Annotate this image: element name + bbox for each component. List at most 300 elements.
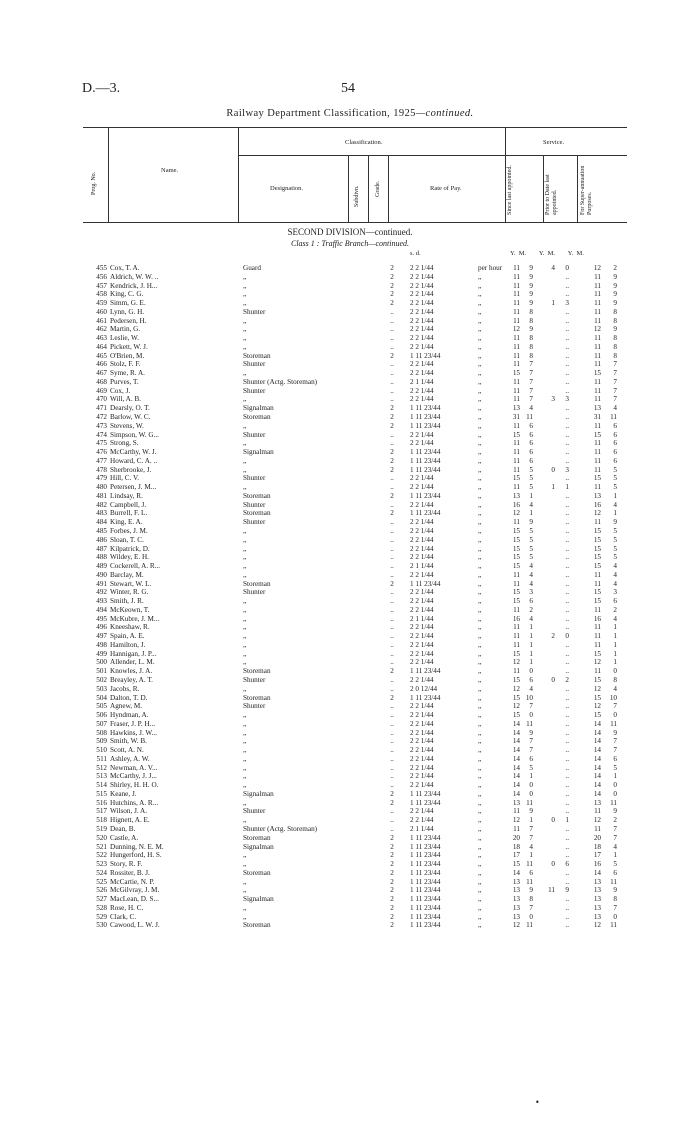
pay-period-cell: ,, xyxy=(478,623,482,632)
table-row xyxy=(83,904,627,913)
rate-of-pay-cell: 2 2 1/44 xyxy=(410,640,434,649)
rate-of-pay-cell: 1 11 23/44 xyxy=(410,851,441,860)
since-last-months-cell: 8 xyxy=(529,307,533,316)
designation-cell: ,, xyxy=(243,877,247,886)
name-cell: Hungerford, H. S. xyxy=(110,851,162,860)
superannuation-years-cell: 11 xyxy=(594,483,601,492)
prog-no-cell: 496 xyxy=(96,623,107,632)
grade-cell: .. xyxy=(390,535,394,544)
superannuation-years-cell: 13 xyxy=(593,404,601,413)
designation-cell: ,, xyxy=(243,772,247,781)
superannuation-years-cell: 15 xyxy=(593,597,601,606)
since-last-years-cell: 11 xyxy=(513,825,520,833)
grade-cell: 2 xyxy=(390,491,394,500)
prior-months-cell: .. xyxy=(565,649,569,658)
since-last-months-cell: 1 xyxy=(529,649,533,658)
designation-cell: ,, xyxy=(243,737,247,746)
prog-no-cell: 482 xyxy=(96,500,107,509)
superannuation-years-cell: 11 xyxy=(594,299,601,308)
rate-of-pay-cell: 1 11 23/44 xyxy=(410,921,441,930)
since-last-months-cell: 9 xyxy=(529,325,533,334)
prior-months-cell: .. xyxy=(565,456,569,465)
designation-cell: ,, xyxy=(243,903,247,912)
table-row xyxy=(83,518,627,527)
superannuation-years-cell: 12 xyxy=(593,264,601,272)
superannuation-months-cell: 7 xyxy=(613,833,617,842)
table-row xyxy=(83,439,627,448)
prior-months-cell: .. xyxy=(565,491,569,500)
superannuation-months-cell: 1 xyxy=(613,772,617,781)
grade-cell: 2 xyxy=(390,299,394,308)
since-last-years-cell: 14 xyxy=(512,781,520,790)
since-last-years-cell: 11 xyxy=(513,272,520,281)
rate-of-pay-cell: 2 2 1/44 xyxy=(410,439,434,448)
superannuation-months-cell: 5 xyxy=(613,526,617,535)
table-row xyxy=(83,772,627,781)
superannuation-years-cell: 15 xyxy=(593,474,601,483)
designation-cell: ,, xyxy=(243,851,247,860)
col-divider xyxy=(543,155,544,222)
since-last-years-cell: 11 xyxy=(513,667,520,676)
rate-of-pay-cell: 2 2 1/44 xyxy=(410,623,434,632)
table-row xyxy=(83,387,627,396)
pay-period-cell: ,, xyxy=(478,807,482,816)
grade-cell: 2 xyxy=(390,404,394,413)
superannuation-years-cell: 15 xyxy=(593,562,601,571)
prog-no-cell: 481 xyxy=(96,491,107,500)
prior-years-cell: 3 xyxy=(551,395,555,404)
superannuation-years-cell: 11 xyxy=(594,351,601,360)
superannuation-months-cell: 4 xyxy=(613,842,617,851)
prior-months-cell: .. xyxy=(565,518,569,527)
superannuation-months-cell: 6 xyxy=(613,754,617,763)
prior-months-cell: .. xyxy=(565,579,569,588)
superannuation-years-cell: 20 xyxy=(593,833,601,842)
prog-no-cell: 509 xyxy=(96,737,107,746)
since-last-years-cell: 17 xyxy=(512,851,520,860)
prog-no-cell: 483 xyxy=(96,509,107,518)
superannuation-months-cell: 6 xyxy=(613,448,617,457)
name-cell: Cockerell, A. R... xyxy=(110,562,161,571)
name-cell: McCarthy, J. J... xyxy=(110,772,157,781)
table-row xyxy=(83,474,627,483)
prog-no-cell: 477 xyxy=(96,456,107,465)
name-cell: Dearsly, O. T. xyxy=(110,404,150,413)
grade-cell: .. xyxy=(390,763,394,772)
since-last-years-cell: 13 xyxy=(512,877,520,886)
rate-of-pay-cell: 1 11 23/44 xyxy=(410,798,441,807)
superannuation-years-cell: 11 xyxy=(594,456,601,465)
table-row xyxy=(83,299,627,308)
header-prog-no: Prog. No. xyxy=(91,171,97,195)
pay-period-cell: ,, xyxy=(478,798,482,807)
superannuation-months-cell: 11 xyxy=(610,877,617,886)
since-last-months-cell: 9 xyxy=(529,264,533,272)
name-cell: Burrell, F. L. xyxy=(110,509,148,518)
table-row xyxy=(83,807,627,816)
table-row xyxy=(83,562,627,571)
prior-years-cell: 1 xyxy=(551,483,555,492)
prior-months-cell: .. xyxy=(565,281,569,290)
designation-cell: Shunter xyxy=(243,518,266,527)
header-rate-of-pay: Rate of Pay. xyxy=(430,185,462,192)
superannuation-years-cell: 11 xyxy=(594,307,601,316)
grade-cell: 2 xyxy=(390,413,394,422)
superannuation-months-cell: 5 xyxy=(613,860,617,869)
name-cell: Dunning, N. E. M. xyxy=(110,842,164,851)
superannuation-years-cell: 11 xyxy=(594,623,601,632)
table-row xyxy=(83,729,627,738)
grade-cell: .. xyxy=(390,807,394,816)
prog-no-cell: 458 xyxy=(96,290,107,299)
superannuation-years-cell: 12 xyxy=(593,325,601,334)
since-last-months-cell: 4 xyxy=(529,842,533,851)
since-last-months-cell: 8 xyxy=(529,351,533,360)
col-divider xyxy=(505,127,506,222)
prior-months-cell: .. xyxy=(565,702,569,711)
name-cell: Cawood, L. W. J. xyxy=(110,921,160,930)
since-last-years-cell: 11 xyxy=(513,421,520,430)
prog-no-cell: 455 xyxy=(96,264,107,272)
table-row xyxy=(83,658,627,667)
grade-cell: 2 xyxy=(390,886,394,895)
grade-cell: .. xyxy=(390,623,394,632)
designation-cell: ,, xyxy=(243,570,247,579)
prior-months-cell: .. xyxy=(565,851,569,860)
since-last-years-cell: 12 xyxy=(512,816,520,825)
name-cell: Kneeshaw, R. xyxy=(110,623,150,632)
grade-cell: .. xyxy=(390,781,394,790)
table-row xyxy=(83,694,627,703)
name-cell: Dalton, T. D. xyxy=(110,693,148,702)
rate-of-pay-cell: 2 2 1/44 xyxy=(410,719,434,728)
table-row xyxy=(83,913,627,922)
page-title xyxy=(0,108,700,119)
superannuation-years-cell: 11 xyxy=(594,807,601,816)
table-row xyxy=(83,527,627,536)
rate-of-pay-cell: 1 11 23/44 xyxy=(410,509,441,518)
table-row xyxy=(83,571,627,580)
designation-cell: ,, xyxy=(243,421,247,430)
designation-cell: Shunter xyxy=(243,474,266,483)
superannuation-months-cell: 6 xyxy=(613,430,617,439)
pay-period-cell: ,, xyxy=(478,395,482,404)
since-last-years-cell: 14 xyxy=(512,763,520,772)
prior-months-cell: .. xyxy=(565,719,569,728)
grade-cell: .. xyxy=(390,772,394,781)
since-last-months-cell: 1 xyxy=(529,816,533,825)
prog-no-cell: 505 xyxy=(96,702,107,711)
table-row xyxy=(83,746,627,755)
prior-months-cell: .. xyxy=(565,781,569,790)
rate-of-pay-cell: 2 2 1/44 xyxy=(410,264,434,272)
grade-cell: 2 xyxy=(390,921,394,930)
table-row xyxy=(83,282,627,291)
prog-no-cell: 520 xyxy=(96,833,107,842)
grade-cell: .. xyxy=(390,369,394,378)
since-last-months-cell: 6 xyxy=(529,448,533,457)
name-cell: Ashley, A. W. xyxy=(110,754,150,763)
designation-cell: ,, xyxy=(243,369,247,378)
superannuation-years-cell: 14 xyxy=(593,719,601,728)
since-last-months-cell: 1 xyxy=(529,491,533,500)
superannuation-months-cell: 8 xyxy=(613,316,617,325)
grade-cell: .. xyxy=(390,500,394,509)
table-row xyxy=(83,676,627,685)
rate-of-pay-cell: 2 2 1/44 xyxy=(410,281,434,290)
since-last-months-cell: 6 xyxy=(529,754,533,763)
since-last-years-cell: 14 xyxy=(512,772,520,781)
name-cell: O'Brien, M. xyxy=(110,351,145,360)
designation-cell: ,, xyxy=(243,342,247,351)
prior-months-cell: .. xyxy=(565,693,569,702)
rate-of-pay-cell: 2 0 12/44 xyxy=(410,684,438,693)
grade-cell: .. xyxy=(390,334,394,343)
pay-period-cell: ,, xyxy=(478,483,482,492)
superannuation-years-cell: 11 xyxy=(594,640,601,649)
since-last-months-cell: 8 xyxy=(529,895,533,904)
since-last-years-cell: 15 xyxy=(512,649,520,658)
superannuation-years-cell: 11 xyxy=(594,570,601,579)
prog-no-cell: 526 xyxy=(96,886,107,895)
rate-of-pay-cell: 1 11 23/44 xyxy=(410,833,441,842)
superannuation-months-cell: 7 xyxy=(613,395,617,404)
superannuation-months-cell: 6 xyxy=(613,421,617,430)
superannuation-months-cell: 9 xyxy=(613,807,617,816)
table-row xyxy=(83,264,627,273)
designation-cell: ,, xyxy=(243,623,247,632)
since-last-years-cell: 15 xyxy=(512,369,520,378)
rate-of-pay-cell: 2 2 1/44 xyxy=(410,605,434,614)
rate-of-pay-cell: 2 2 1/44 xyxy=(410,816,434,825)
pay-period-cell: ,, xyxy=(478,544,482,553)
prior-months-cell: .. xyxy=(565,535,569,544)
name-cell: Hannigan, J. P... xyxy=(110,649,157,658)
pay-period-cell: ,, xyxy=(478,430,482,439)
table-row xyxy=(83,553,627,562)
page-number: 54 xyxy=(341,81,355,96)
superannuation-years-cell: 11 xyxy=(594,360,601,369)
prog-no-cell: 484 xyxy=(96,518,107,527)
pay-period-cell: ,, xyxy=(478,579,482,588)
designation-cell: ,, xyxy=(243,334,247,343)
designation-cell: ,, xyxy=(243,439,247,448)
designation-cell: Shunter xyxy=(243,307,266,316)
pay-period-cell: ,, xyxy=(478,737,482,746)
superannuation-years-cell: 12 xyxy=(593,921,601,930)
rate-of-pay-cell: 2 2 1/44 xyxy=(410,728,434,737)
rate-of-pay-cell: 2 2 1/44 xyxy=(410,430,434,439)
pay-period-cell: ,, xyxy=(478,860,482,869)
since-last-years-cell: 13 xyxy=(512,886,520,895)
grade-cell: 2 xyxy=(390,290,394,299)
table-row xyxy=(83,790,627,799)
designation-cell: ,, xyxy=(243,544,247,553)
prog-no-cell: 457 xyxy=(96,281,107,290)
prior-months-cell: .. xyxy=(565,404,569,413)
superannuation-months-cell: 5 xyxy=(613,544,617,553)
designation-cell: Storeman xyxy=(243,509,271,518)
superannuation-months-cell: 7 xyxy=(613,746,617,755)
name-cell: McCarthy, W. J. xyxy=(110,448,157,457)
prior-months-cell: .. xyxy=(565,877,569,886)
since-last-years-cell: 13 xyxy=(512,895,520,904)
header-top-rule xyxy=(83,127,627,128)
rate-of-pay-cell: 2 2 1/44 xyxy=(410,807,434,816)
since-last-months-cell: 7 xyxy=(529,702,533,711)
since-last-months-cell: 11 xyxy=(526,877,533,886)
table-row xyxy=(83,781,627,790)
designation-cell: Storeman xyxy=(243,667,271,676)
name-cell: Simpson, W. G... xyxy=(110,430,159,439)
since-last-years-cell: 11 xyxy=(513,290,520,299)
designation-cell: Storeman xyxy=(243,491,271,500)
pay-period-cell: ,, xyxy=(478,386,482,395)
name-cell: Kilpatrick, D. xyxy=(110,544,150,553)
prior-months-cell: 9 xyxy=(565,886,569,895)
prior-months-cell: .. xyxy=(565,658,569,667)
prog-no-cell: 466 xyxy=(96,360,107,369)
designation-cell: ,, xyxy=(243,316,247,325)
prior-months-cell: .. xyxy=(565,448,569,457)
rate-of-pay-cell: 2 2 1/44 xyxy=(410,369,434,378)
name-cell: Spain, A. E. xyxy=(110,632,145,641)
name-cell: Aldrich, W. W. .. xyxy=(110,272,159,281)
prior-months-cell: .. xyxy=(565,921,569,930)
superannuation-months-cell: 5 xyxy=(613,474,617,483)
pay-period-cell: ,, xyxy=(478,474,482,483)
table-row xyxy=(83,325,627,334)
grade-cell: .. xyxy=(390,553,394,562)
prior-years-cell: 0 xyxy=(551,465,555,474)
designation-cell: Signalman xyxy=(243,842,274,851)
since-last-years-cell: 14 xyxy=(512,719,520,728)
prior-months-cell: .. xyxy=(565,825,569,833)
designation-cell: ,, xyxy=(243,728,247,737)
superannuation-years-cell: 11 xyxy=(594,448,601,457)
prior-months-cell: .. xyxy=(565,807,569,816)
superannuation-months-cell: 4 xyxy=(613,579,617,588)
prior-months-cell: .. xyxy=(565,737,569,746)
superannuation-years-cell: 31 xyxy=(593,413,601,422)
designation-cell: Shunter xyxy=(243,588,266,597)
superannuation-months-cell: 8 xyxy=(613,334,617,343)
superannuation-months-cell: 7 xyxy=(613,702,617,711)
prior-months-cell: .. xyxy=(565,377,569,386)
prog-no-cell: 472 xyxy=(96,413,107,422)
superannuation-months-cell: 9 xyxy=(613,299,617,308)
pay-period-cell: ,, xyxy=(478,877,482,886)
prog-no-cell: 474 xyxy=(96,430,107,439)
pay-period-cell: ,, xyxy=(478,404,482,413)
since-last-months-cell: 10 xyxy=(525,693,533,702)
rate-of-pay-cell: 2 2 1/44 xyxy=(410,386,434,395)
name-cell: Rose, H. C. xyxy=(110,903,144,912)
table-row xyxy=(83,352,627,361)
name-cell: Story, R. F. xyxy=(110,860,143,869)
name-cell: Cox, J. xyxy=(110,386,131,395)
superannuation-years-cell: 14 xyxy=(593,763,601,772)
superannuation-years-cell: 15 xyxy=(593,526,601,535)
since-last-years-cell: 15 xyxy=(512,535,520,544)
name-cell: Hill, C. V. xyxy=(110,474,140,483)
name-cell: Syme, R. A. xyxy=(110,369,145,378)
grade-cell: 2 xyxy=(390,789,394,798)
designation-cell: Storeman xyxy=(243,868,271,877)
rate-of-pay-cell: 1 11 23/44 xyxy=(410,860,441,869)
prior-months-cell: .. xyxy=(565,728,569,737)
since-last-months-cell: 3 xyxy=(529,588,533,597)
prior-months-cell: .. xyxy=(565,316,569,325)
col-divider xyxy=(348,155,349,222)
prior-months-cell: .. xyxy=(565,614,569,623)
designation-cell: ,, xyxy=(243,658,247,667)
name-cell: Pedersen, H. xyxy=(110,316,147,325)
since-last-years-cell: 11 xyxy=(513,632,520,641)
rate-of-pay-cell: 2 2 1/44 xyxy=(410,483,434,492)
prior-months-cell: .. xyxy=(565,369,569,378)
header-for-super: For Super-annuation Purposes. xyxy=(580,165,593,215)
rate-of-pay-cell: 2 2 1/44 xyxy=(410,763,434,772)
superannuation-months-cell: 1 xyxy=(613,491,617,500)
prog-no-cell: 489 xyxy=(96,562,107,571)
grade-cell: .. xyxy=(390,307,394,316)
prior-months-cell: 6 xyxy=(565,860,569,869)
grade-cell: .. xyxy=(390,632,394,641)
name-cell: Winter, R. G. xyxy=(110,588,149,597)
superannuation-months-cell: 9 xyxy=(613,272,617,281)
title-main: Railway Department Classification, 1925 xyxy=(226,108,416,119)
superannuation-months-cell: 1 xyxy=(613,509,617,518)
table-row xyxy=(83,360,627,369)
superannuation-years-cell: 14 xyxy=(593,772,601,781)
prog-no-cell: 512 xyxy=(96,763,107,772)
since-last-months-cell: 9 xyxy=(529,807,533,816)
designation-cell: Signalman xyxy=(243,404,274,413)
superannuation-months-cell: 4 xyxy=(613,404,617,413)
title-continued: —continued. xyxy=(415,108,474,119)
prior-months-cell: .. xyxy=(565,912,569,921)
since-last-months-cell: 1 xyxy=(529,623,533,632)
superannuation-months-cell: 8 xyxy=(613,307,617,316)
designation-cell: ,, xyxy=(243,272,247,281)
prog-no-cell: 498 xyxy=(96,640,107,649)
superannuation-months-cell: 5 xyxy=(613,763,617,772)
superannuation-years-cell: 11 xyxy=(594,421,601,430)
prior-years-cell: 0 xyxy=(551,860,555,869)
name-cell: Breayley, A. T. xyxy=(110,675,153,684)
pay-period-cell: ,, xyxy=(478,526,482,535)
grade-cell: .. xyxy=(390,562,394,571)
table-row xyxy=(83,878,627,887)
rate-of-pay-cell: 1 11 23/44 xyxy=(410,491,441,500)
designation-cell: Signalman xyxy=(243,895,274,904)
table-row xyxy=(83,334,627,343)
prog-no-cell: 522 xyxy=(96,851,107,860)
superannuation-years-cell: 16 xyxy=(593,500,601,509)
superannuation-years-cell: 14 xyxy=(593,746,601,755)
grade-cell: 2 xyxy=(390,579,394,588)
table-row xyxy=(83,834,627,843)
name-cell: McKeown, T. xyxy=(110,605,150,614)
superannuation-months-cell: 4 xyxy=(613,684,617,693)
since-last-months-cell: 5 xyxy=(529,483,533,492)
since-last-years-cell: 12 xyxy=(512,509,520,518)
superannuation-years-cell: 15 xyxy=(593,675,601,684)
prog-no-cell: 487 xyxy=(96,544,107,553)
superannuation-years-cell: 11 xyxy=(594,272,601,281)
rate-of-pay-cell: 1 11 23/44 xyxy=(410,413,441,422)
